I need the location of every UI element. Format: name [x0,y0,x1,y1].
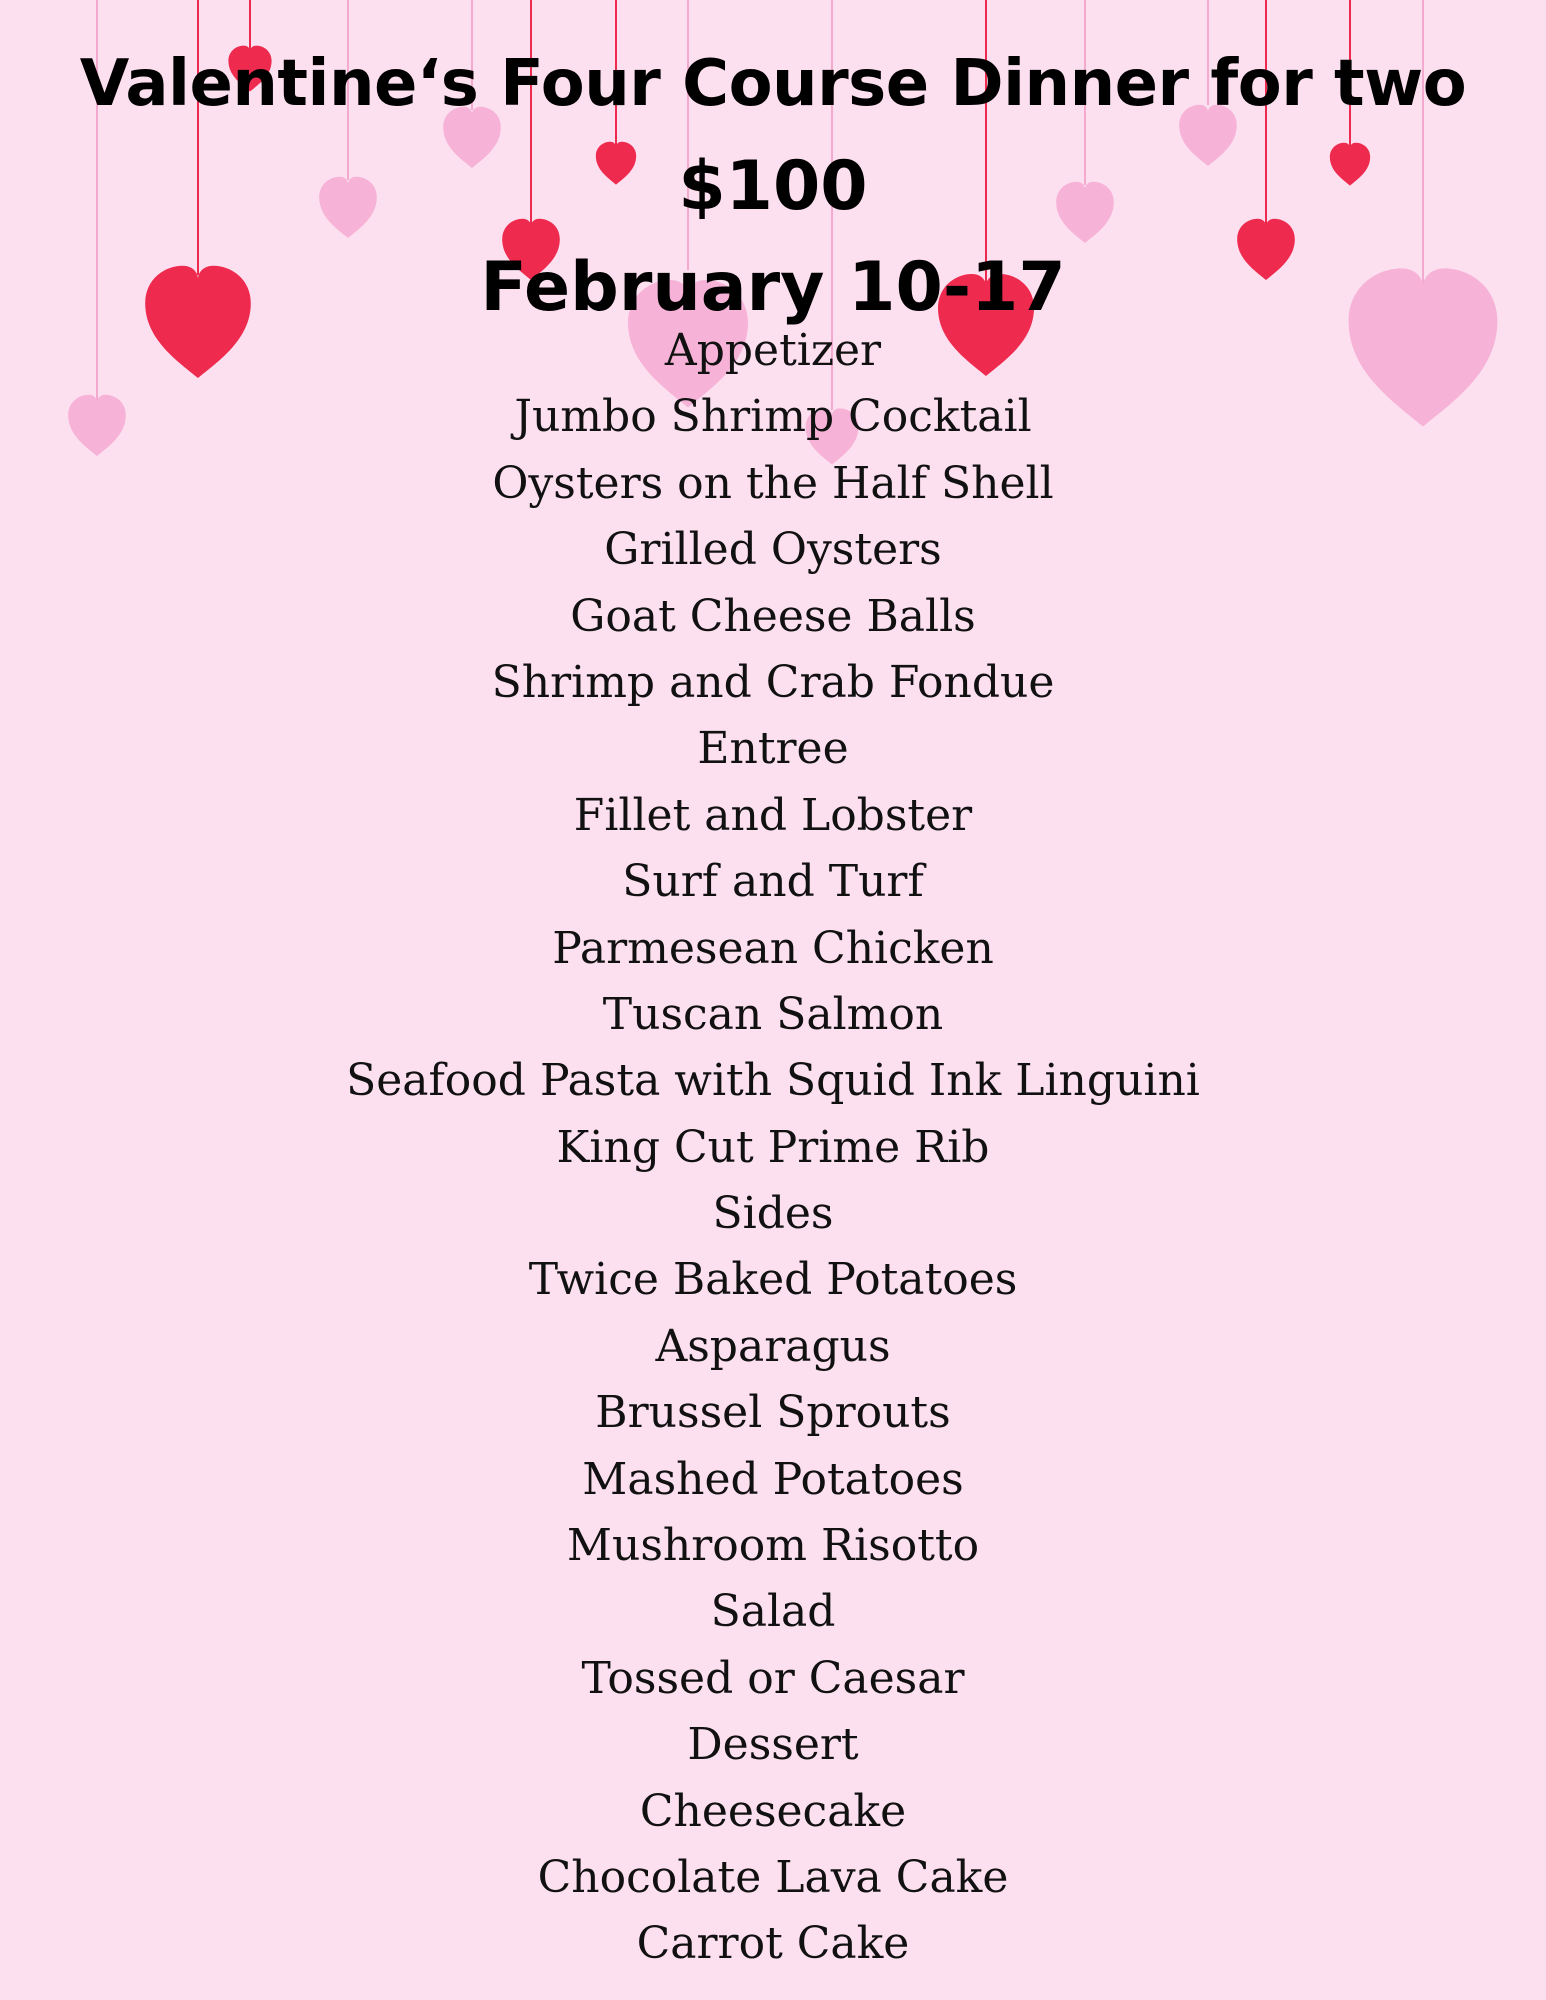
menu-item: Goat Cheese Balls [570,590,976,642]
menu-item: Parmesean Chicken [552,922,994,974]
price: $100 [678,147,868,226]
menu-item: Chocolate Lava Cake [537,1851,1009,1903]
menu-item: Shrimp and Crab Fondue [491,656,1055,708]
section-heading-sides: Sides [712,1188,834,1240]
menu-item: Asparagus [655,1320,891,1372]
menu-item: Mashed Potatoes [582,1453,964,1505]
menu-item: Cheesecake [639,1785,907,1837]
section-heading-dessert: Dessert [687,1719,859,1771]
menu-item: Tossed or Caesar [581,1652,965,1704]
menu-item: Seafood Pasta with Squid Ink Linguini [346,1055,1200,1107]
page-title: Valentine‘s Four Course Dinner for two [79,47,1467,121]
menu-item: Surf and Turf [622,856,924,908]
menu-list [0,318,1546,1978]
menu-item: Oysters on the Half Shell [492,457,1054,509]
menu-item: King Cut Prime Rib [556,1121,990,1173]
menu-item: Carrot Cake [636,1918,910,1970]
date-range: February 10-17 [480,248,1066,327]
section-heading-salad: Salad [710,1586,836,1638]
section-heading-appetizer: Appetizer [664,325,882,376]
menu-item: Fillet and Lobster [573,789,973,841]
section-heading-entree: Entree [697,723,849,775]
menu-item: Mushroom Risotto [566,1520,980,1572]
menu-item: Tuscan Salmon [602,988,944,1040]
menu-item: Jumbo Shrimp Cocktail [514,391,1032,443]
menu-item: Grilled Oysters [604,524,942,576]
menu-item: Brussel Sprouts [595,1387,951,1439]
menu-item: Twice Baked Potatoes [528,1254,1018,1306]
